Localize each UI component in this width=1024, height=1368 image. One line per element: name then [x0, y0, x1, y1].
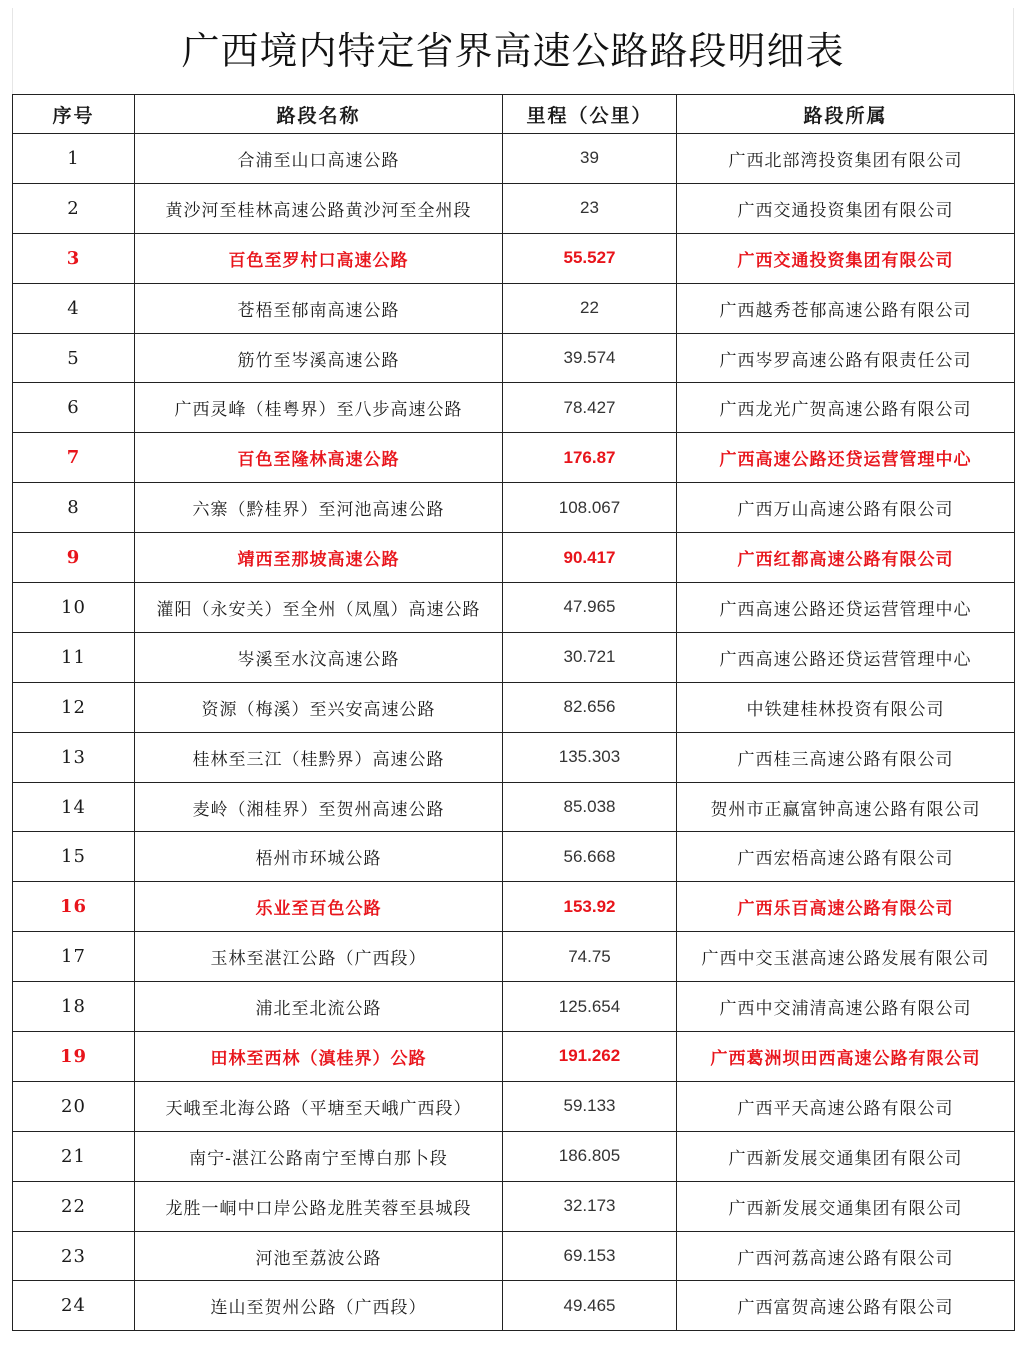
cell-owner: 广西富贺高速公路有限公司	[677, 1281, 1015, 1331]
table-row	[13, 183, 1015, 233]
cell-road-name: 黄沙河至桂林高速公路黄沙河至全州段	[135, 183, 503, 233]
cell-length: 125.654	[503, 982, 677, 1032]
cell-road-name: 浦北至北流公路	[135, 982, 503, 1032]
cell-owner: 广西新发展交通集团有限公司	[677, 1181, 1015, 1231]
cell-road-name: 桂林至三江（桂黔界）高速公路	[135, 732, 503, 782]
table-row	[13, 383, 1015, 433]
table-row	[13, 134, 1015, 184]
cell-road-name: 麦岭（湘桂界）至贺州高速公路	[135, 782, 503, 832]
cell-no: 7	[13, 433, 135, 483]
cell-length: 191.262	[503, 1032, 677, 1082]
cell-no: 11	[13, 632, 135, 682]
cell-owner: 广西交通投资集团有限公司	[677, 233, 1015, 283]
cell-owner: 广西高速公路还贷运营管理中心	[677, 583, 1015, 633]
cell-owner: 广西高速公路还贷运营管理中心	[677, 433, 1015, 483]
cell-owner: 广西龙光广贺高速公路有限公司	[677, 383, 1015, 433]
table-row	[13, 1081, 1015, 1131]
cell-no: 22	[13, 1181, 135, 1231]
cell-owner: 广西新发展交通集团有限公司	[677, 1131, 1015, 1181]
table-row	[13, 682, 1015, 732]
cell-owner: 广西中交玉湛高速公路发展有限公司	[677, 932, 1015, 982]
cell-owner: 广西中交浦清高速公路有限公司	[677, 982, 1015, 1032]
table-row	[13, 333, 1015, 383]
table-row	[13, 233, 1015, 283]
table-row	[13, 732, 1015, 782]
cell-no: 24	[13, 1281, 135, 1331]
cell-road-name: 梧州市环城公路	[135, 832, 503, 882]
cell-no: 5	[13, 333, 135, 383]
spreadsheet-page	[12, 8, 1014, 1360]
cell-road-name: 百色至隆林高速公路	[135, 433, 503, 483]
cell-length: 32.173	[503, 1181, 677, 1231]
cell-length: 108.067	[503, 483, 677, 533]
cell-no: 14	[13, 782, 135, 832]
table-row	[13, 1231, 1015, 1281]
page-title: 广西境内特定省界高速公路路段明细表	[12, 8, 1014, 94]
cell-road-name: 苍梧至郁南高速公路	[135, 283, 503, 333]
cell-length: 49.465	[503, 1281, 677, 1331]
cell-road-name: 岑溪至水汶高速公路	[135, 632, 503, 682]
column-header-no: 序号	[13, 95, 135, 134]
cell-owner: 广西高速公路还贷运营管理中心	[677, 632, 1015, 682]
table-row	[13, 1131, 1015, 1181]
cell-road-name: 田林至西林（滇桂界）公路	[135, 1032, 503, 1082]
cell-no: 3	[13, 233, 135, 283]
cell-road-name: 筋竹至岑溪高速公路	[135, 333, 503, 383]
cell-length: 135.303	[503, 732, 677, 782]
cell-length: 78.427	[503, 383, 677, 433]
cell-road-name: 龙胜一峒中口岸公路龙胜芙蓉至县城段	[135, 1181, 503, 1231]
cell-no: 6	[13, 383, 135, 433]
cell-length: 59.133	[503, 1081, 677, 1131]
cell-length: 186.805	[503, 1131, 677, 1181]
cell-length: 47.965	[503, 583, 677, 633]
cell-owner: 广西万山高速公路有限公司	[677, 483, 1015, 533]
table-row	[13, 882, 1015, 932]
column-header-length: 里程（公里）	[503, 95, 677, 134]
cell-no: 19	[13, 1032, 135, 1082]
cell-length: 39	[503, 134, 677, 184]
cell-length: 56.668	[503, 832, 677, 882]
cell-no: 20	[13, 1081, 135, 1131]
cell-length: 153.92	[503, 882, 677, 932]
cell-length: 55.527	[503, 233, 677, 283]
cell-road-name: 连山至贺州公路（广西段）	[135, 1281, 503, 1331]
table-row	[13, 483, 1015, 533]
cell-no: 12	[13, 682, 135, 732]
cell-owner: 广西交通投资集团有限公司	[677, 183, 1015, 233]
cell-owner: 广西平天高速公路有限公司	[677, 1081, 1015, 1131]
cell-owner: 广西宏梧高速公路有限公司	[677, 832, 1015, 882]
table-row	[13, 632, 1015, 682]
table-row	[13, 583, 1015, 633]
cell-road-name: 南宁-湛江公路南宁至博白那卜段	[135, 1131, 503, 1181]
table-body	[13, 134, 1015, 1331]
table-row	[13, 932, 1015, 982]
cell-no: 21	[13, 1131, 135, 1181]
cell-no: 23	[13, 1231, 135, 1281]
table-row	[13, 1181, 1015, 1231]
cell-no: 16	[13, 882, 135, 932]
cell-owner: 广西河荔高速公路有限公司	[677, 1231, 1015, 1281]
cell-road-name: 百色至罗村口高速公路	[135, 233, 503, 283]
cell-length: 85.038	[503, 782, 677, 832]
cell-no: 9	[13, 533, 135, 583]
table-row	[13, 832, 1015, 882]
table-row	[13, 283, 1015, 333]
cell-no: 2	[13, 183, 135, 233]
cell-owner: 广西葛洲坝田西高速公路有限公司	[677, 1032, 1015, 1082]
cell-length: 23	[503, 183, 677, 233]
cell-owner: 广西岑罗高速公路有限责任公司	[677, 333, 1015, 383]
cell-road-name: 靖西至那坡高速公路	[135, 533, 503, 583]
cell-owner: 广西北部湾投资集团有限公司	[677, 134, 1015, 184]
cell-no: 15	[13, 832, 135, 882]
cell-length: 30.721	[503, 632, 677, 682]
cell-owner: 广西乐百高速公路有限公司	[677, 882, 1015, 932]
cell-road-name: 玉林至湛江公路（广西段）	[135, 932, 503, 982]
table-row	[13, 533, 1015, 583]
cell-road-name: 六寨（黔桂界）至河池高速公路	[135, 483, 503, 533]
cell-length: 74.75	[503, 932, 677, 982]
table-row	[13, 982, 1015, 1032]
column-header-name: 路段名称	[135, 95, 503, 134]
cell-owner: 贺州市正赢富钟高速公路有限公司	[677, 782, 1015, 832]
cell-length: 176.87	[503, 433, 677, 483]
cell-road-name: 河池至荔波公路	[135, 1231, 503, 1281]
cell-road-name: 灌阳（永安关）至全州（凤凰）高速公路	[135, 583, 503, 633]
cell-no: 18	[13, 982, 135, 1032]
table-row	[13, 782, 1015, 832]
cell-length: 22	[503, 283, 677, 333]
cell-no: 4	[13, 283, 135, 333]
cell-length: 90.417	[503, 533, 677, 583]
cell-no: 10	[13, 583, 135, 633]
cell-owner: 广西越秀苍郁高速公路有限公司	[677, 283, 1015, 333]
cell-road-name: 广西灵峰（桂粤界）至八步高速公路	[135, 383, 503, 433]
table-row	[13, 433, 1015, 483]
road-section-table	[12, 94, 1015, 1331]
cell-no: 1	[13, 134, 135, 184]
cell-length: 69.153	[503, 1231, 677, 1281]
cell-owner: 广西桂三高速公路有限公司	[677, 732, 1015, 782]
table-row	[13, 1032, 1015, 1082]
column-header-owner: 路段所属	[677, 95, 1015, 134]
cell-no: 13	[13, 732, 135, 782]
cell-road-name: 合浦至山口高速公路	[135, 134, 503, 184]
cell-owner: 广西红都高速公路有限公司	[677, 533, 1015, 583]
table-row	[13, 1281, 1015, 1331]
cell-road-name: 乐业至百色公路	[135, 882, 503, 932]
cell-no: 8	[13, 483, 135, 533]
cell-road-name: 资源（梅溪）至兴安高速公路	[135, 682, 503, 732]
cell-owner: 中铁建桂林投资有限公司	[677, 682, 1015, 732]
table-header-row	[13, 95, 1015, 134]
cell-length: 39.574	[503, 333, 677, 383]
cell-length: 82.656	[503, 682, 677, 732]
cell-no: 17	[13, 932, 135, 982]
cell-road-name: 天峨至北海公路（平塘至天峨广西段）	[135, 1081, 503, 1131]
